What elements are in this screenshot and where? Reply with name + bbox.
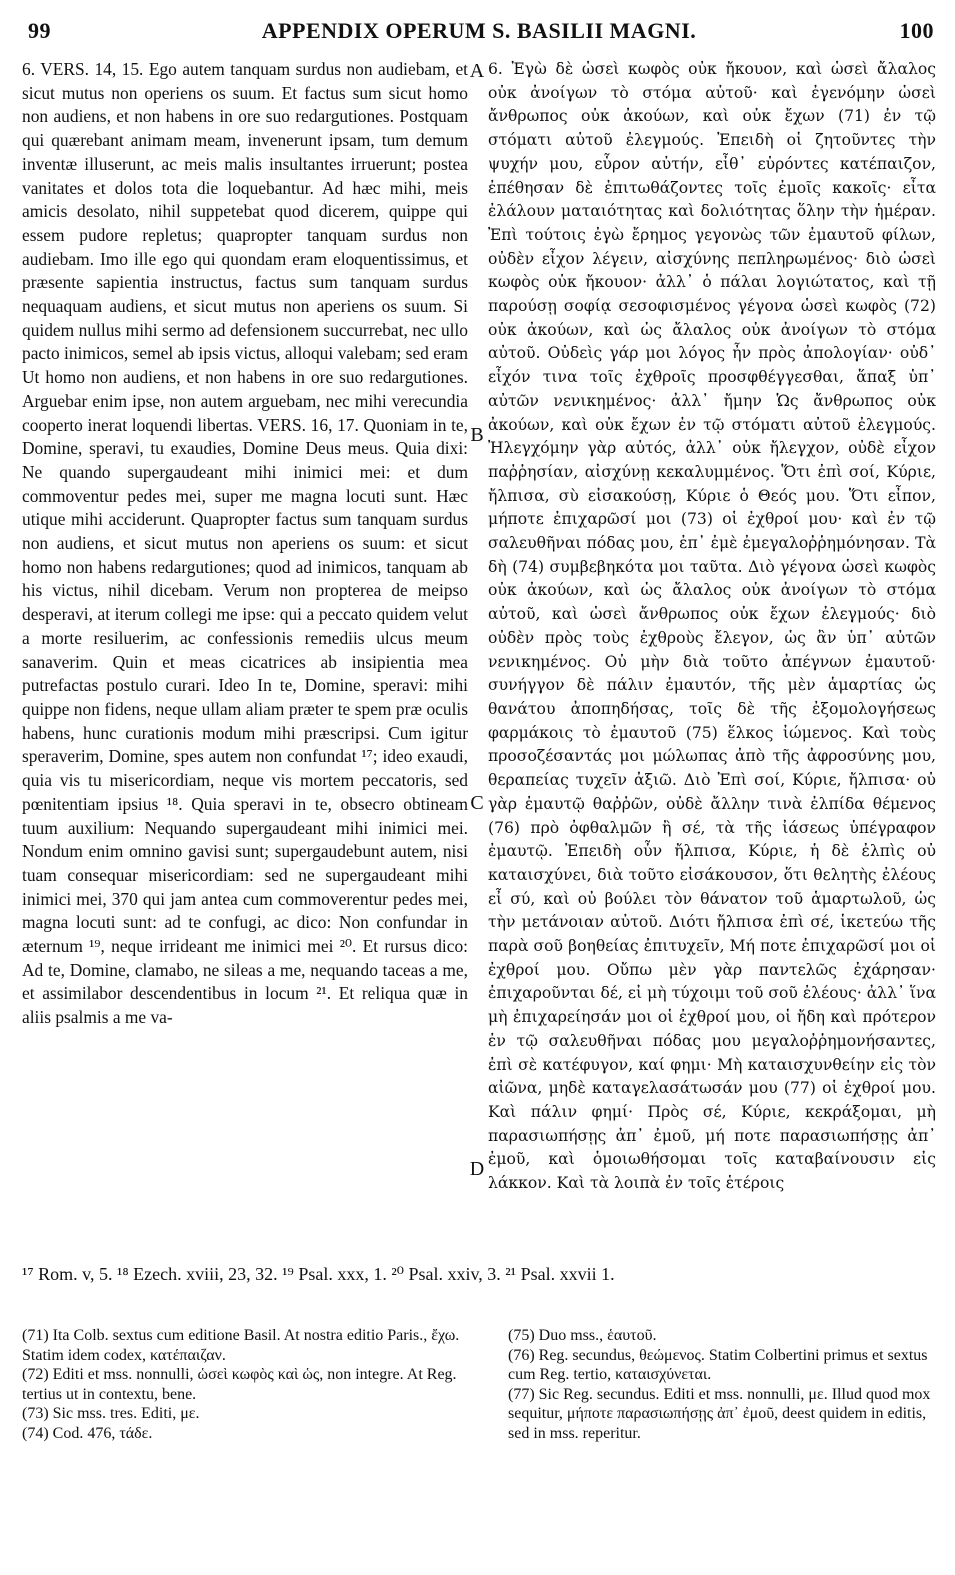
- greek-column: [488, 58, 936, 1196]
- running-title: APPENDIX OPERUM S. BASILII MAGNI.: [261, 18, 697, 43]
- footnotes-right: [508, 1326, 934, 1443]
- scripture-references: ¹⁷ Rom. v, 5. ¹⁸ Ezech. xviii, 23, 32. ¹⁹ Psal. xxx, 1. ²⁰ Psal. xxiv, 3. ²¹ Psal. xxvii 1.: [22, 1264, 615, 1284]
- margin-marker-d: D: [469, 1158, 485, 1180]
- page-number-left: 99: [28, 18, 51, 43]
- page-number-right: 100: [899, 18, 934, 43]
- footnote-72: (72) Editi et mss. nonnulli, ὡσεὶ κωφὸς καὶ ὡς, non integre. At Reg. tertius ut in contextu, bene.: [22, 1366, 457, 1403]
- footnote-74: (74) Cod. 476, τάδε.: [22, 1424, 153, 1442]
- footnote-76: (76) Reg. secundus, θεώμενος. Statim Colbertini primus et sextus cum Reg. tertio, καταισχύνεται.: [508, 1346, 928, 1383]
- footnotes-left: [22, 1326, 468, 1443]
- margin-marker-b: B: [470, 424, 484, 446]
- footnote-71: (71) Ita Colb. sextus cum editione Basil. At nostra editio Paris., ἔχω. Statim idem codex, κατέπαιζαν.: [22, 1327, 460, 1364]
- margin-marker-a: A: [469, 60, 485, 82]
- footnote-75: (75) Duo mss., ἑαυτοῦ.: [508, 1327, 657, 1344]
- page-header: [24, 18, 934, 48]
- greek-paragraph: 6. Ἐγὼ δὲ ὡσεὶ κωφὸς οὐκ ἤκουον, καὶ ὡσεὶ ἄλαλος οὐκ ἀνοίγων τὸ στόμα αὐτοῦ· καὶ ἐγενόμην ὡσεὶ ἄνθρωπος οὐκ ἀκούων, καὶ οὐκ ἔχων (71) ἐν τῷ στόματι αὐτοῦ ἐλεγμούς. Ἐπειδὴ οἱ ζητοῦντες τὴν ψυχήν μου, εὗρον αὐτήν, εἶθ᾽ εὑρόντες κατέπαιζον, ἐπέθησαν δὲ ἐπιτωθάζοντες τοῖς ἐμοῖς κακοῖς· εἶτα ἐλάλουν ματαιότητας καὶ δολιότητας ὅλην τὴν ἡμέραν. Ἐπὶ τούτοις ἐγὼ ἔρημος γεγονὼς τῶν ἐμαυτοῦ φίλων, οὐδὲν εἶχον λέγειν, αἰσχύνης πεπληρωμένος· διὸ ὡσεὶ κωφὸς οὐκ ἤκουον· ἀλλ᾽ ὁ πάλαι λογιώτατος, καὶ τῇ παρούσῃ σοφίᾳ σεσοφισμένος γέγονα ὡσεὶ κωφὸς (72) οὐκ ἀκούων, καὶ ὡς ἄλαλος οὐκ ἀνοίγων τὸ στόμα αὐτοῦ. Οὐδεὶς γάρ μοι λόγος ἦν πρὸς ἀπολογίαν· οὐδ᾽ εἶχόν τινα τοῖς ἐχθροῖς προσφθέγγεσθαι, ἅπαξ ὑπ᾽ αὐτῶν νενικημένος· ἀλλ᾽ ἤμην Ὡς ἄνθρωπος οὐκ ἀκούων, καὶ οὐκ ἔχων ἐν τῷ στόματι αὐτοῦ ἐλεγμούς. Ἠλεγχόμην γὰρ αὐτός, ἀλλ᾽ οὐκ ἤλεγχον, οὐδὲ εἶχον παῤῥησίαν, αἰσχύνῃ κεκαλυμμένος. Ὅτι ἐπὶ σοί, Κύριε, ἤλπισα, σὺ εἰσακούσῃ, Κύριε ὁ Θεός μου. Ὅτι εἶπον, μήποτε ἐπιχαρῶσί μοι (73) οἱ ἐχθροί μου· καὶ ἐν τῷ σαλευθῆναι πόδας μου, ἐπ᾽ ἐμὲ ἐμεγαλοῤῥημόνησαν. Τὰ δὴ (74) συμβεβηκότα μοι ταῦτα. Διὸ γέγονα ὡσεὶ κωφὸς οὐκ ἀκούων, καὶ ὡς ἄλαλος οὐκ ἀνοίγων τὸ στόμα αὐτοῦ, καὶ ὡσεὶ ἄνθρωπος οὐκ ἔχων ἐλεγμούς· διὸ οὐδὲν πρὸς τοὺς ἐχθροὺς ἔλεγον, ὡς ἂν ὑπ᾽ αὐτῶν νενικημένος. Οὐ μὴν διὰ τοῦτο ἀπέγνων ἐμαυτοῦ· συνήγγον δὲ πάλιν ἐμαυτόν, τῆς μὲν ἁμαρτίας ὡς θανάτου ἀποπηδήσας, τοῖς δὲ τῆς ἐξομολογήσεως φαρμάκοις τὸ ἐμαυτοῦ (75) ἕλκος ἰώμενος. Καὶ τοὺς προσοζέσαντάς μοι μώλωπας ἀπὸ τῆς ἀφροσύνης μου, θεραπείας τυχεῖν ἀξιῶ. Διὸ Ἐπὶ σοί, Κύριε, ἤλπισα· οὐ γὰρ ἐμαυτῷ θαῤῥῶν, οὐδὲ ἄλλην τινὰ ἐλπίδα θέμενος (76) πρὸ ὀφθαλμῶν ἢ σέ, τὰ τῆς ἰάσεως ὑπέγραφον ἐμαυτῷ. Ἐπειδὴ οὖν ἤλπισα, Κύριε, ἡ δὲ ἐλπὶς οὐ καταισχύνει, διὰ τοῦτο εἰσάκουσον, ὅτι θελητὴς ἐλέους εἶ σύ, καὶ οὐ βούλει τὸν θάνατον τοῦ ἁμαρτωλοῦ, ὡς τὴν μετάνοιαν αὐτοῦ. Διότι ἤλπισα ἐπὶ σέ, ἱκετεύω τῆς παρὰ σοῦ βοηθείας ἐπιτυχεῖν, Μή ποτε ἐπιχαρῶσί μοι οἱ ἐχθροί μου. Οὔπω μὲν γὰρ παντελῶς ἐχάρησαν· ἐπιχαροῦνται δέ, εἰ μὴ τύχοιμι τοῦ σοῦ ἐλέους· ἀλλ᾽ ἵνα μὴ ἐπιχαρείησάν μοι οἱ ἐχθροί μου, οἱ ἤδη καὶ πρότερον ἐν τῷ σαλευθῆναι πόδας μου μεγαλοῤῥημονήσαντες, ἐπὶ σὲ κατέφυγον, καί φημι· Μὴ καταισχυνθείην εἰς τὸν αἰῶνα, μηδὲ καταγελασάτωσάν μου (77) οἱ ἐχθροί μου. Καὶ πάλιν φημί· Πρὸς σέ, Κύριε, κεκράξομαι, μὴ παρασιωπήσῃς ἀπ᾽ ἐμοῦ, μή ποτε παρασιωπήσῃς ἀπ᾽ ἐμοῦ, καὶ ὁμοιωθήσομαι τοῖς καταβαίνουσιν εἰς λάκκον. Καὶ τὰ λοιπὰ ἐν τοῖς ἑτέροις: [488, 60, 936, 1193]
- footnote-77: (77) Sic Reg. secundus. Editi et mss. nonnulli, με. Illud quod mox sequitur, μήποτε παρασιωπήσῃς ἀπ᾽ ἐμοῦ, deest quidem in editis, sed in mss. reperitur.: [508, 1385, 931, 1442]
- latin-column: [22, 58, 468, 1030]
- margin-marker-c: C: [470, 792, 484, 814]
- footnote-73: (73) Sic mss. tres. Editi, με.: [22, 1405, 200, 1422]
- latin-paragraph: 6. VERS. 14, 15. Ego autem tanquam surdus non audiebam, et sicut mutus non operiens os suum. Et factus sum sicut homo non audiens, et non habens in ore suo redargutiones. Postquam qui quærebant animam meam, invenerunt ipsam, tum demum inventæ illuserunt, ac meis malis insultantes irruerunt; postea vanitates et dolos tota die loquebantur. Ad hæc mihi, meis amicis desolato, nihil suppetebat quod dicerem, quippe qui essem pudore repletus; quapropter tanquam surdus non audiebam. Imo ille ego qui quondam eram eloquentissimus, et præsente sapientia instructus, factus sum tanquam surdus nequaquam audiens, et sicut mutus non aperiens os suum. Si quidem nullus mihi sermo ad defensionem succurrebat, nec ullo pacto inimicos, semel ab ipsis victus, alloqui valebam; sed eram Ut homo non audiens, et non habens in ore suo redargutiones. Arguebar enim ipse, non autem arguebam, nec mihi verecundia cooperto inerat loquendi libertas. VERS. 16, 17. Quoniam in te, Domine, speravi, tu exaudies, Domine Deus meus. Quia dixi: Ne quando supergaudeant mihi inimici mei: et dum commoventur pedes mei, super me magna locuti sunt. Hæc utique mihi acciderunt. Quapropter factus sum tanquam surdus non audiens, et sicut mutus non aperiens os suum: et sicut homo non habens redargutiones; quod ad inimicos, tanquam ab his victus, nihil dicebam. Verum non propterea de meipso desperavi, at iterum collegi me ipse: qui a peccato quidem velut a morte resiluerim, ac confessionis remediis ulcus meum sanaverim. Quin et meas cicatrices ab insipientia mea putrefactas postulo curari. Ideo In te, Domine, speravi: mihi quippe non fidens, neque ullam aliam præter te spem præ oculis habens, hunc curationis modum mihi præscripsi. Cum igitur speraverim, Domine, spes autem non confundat ¹⁷; ideo exaudi, quia vis tu misericordiam, neque vis mortem peccatoris, sed pœnitentiam ipsius ¹⁸. Quia speravi in te, obsecro obtineam tuum auxilium: Nequando supergaudeant mihi inimici mei. Nondum enim omnino gavisi sunt; supergaudebunt autem, nisi tuam consequar misericordiam: sed ne supergaudeant mihi inimici mei, 370 qui jam antea cum commoverentur pedes mei, magna locuti sunt: ad te confugi, ac dico: Non confundar in æternum ¹⁹, neque irrideant me inimici mei ²⁰. Et rursus dico: Ad te, Domine, clamabo, ne sileas a me, nequando taceas a me, et assimilabor descendentibus in locum ²¹. Et reliqua quæ in aliis psalmis a me va-: [22, 59, 468, 1028]
